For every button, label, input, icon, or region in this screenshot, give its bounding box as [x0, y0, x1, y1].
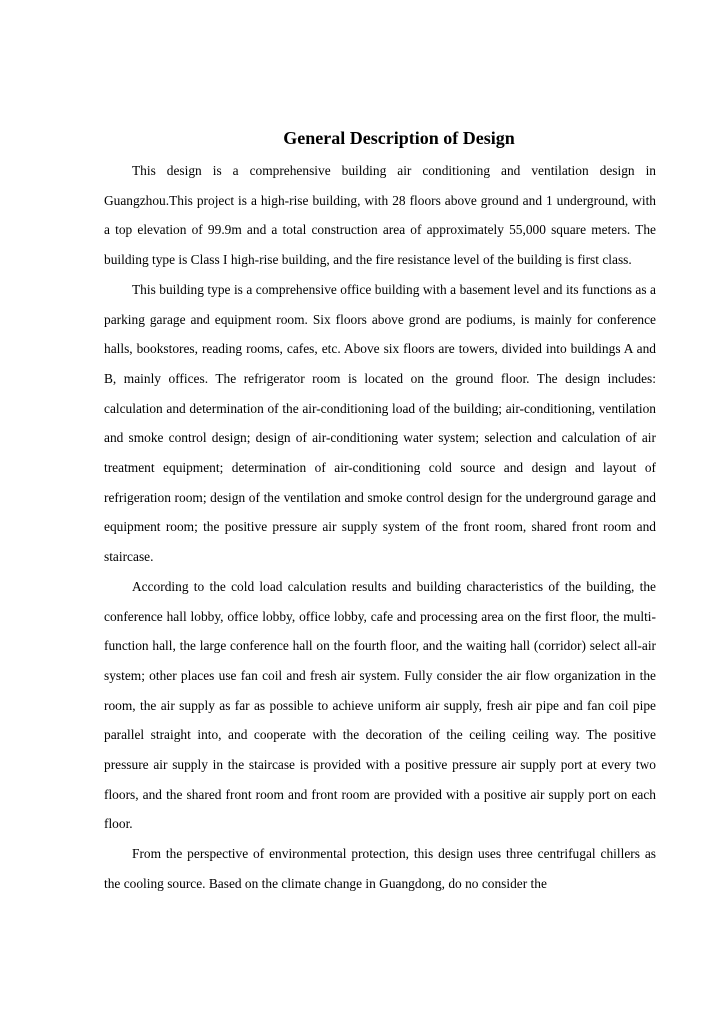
page-title: General Description of Design	[283, 128, 515, 149]
paragraph-2: This building type is a comprehensive office building with a basement level and its functions as a parking garage and equipment room. Six floors above grond are podiums, is mainly for conference halls, bookstores, reading rooms, cafes, etc. Above six floors are towers, divided into buildings A and B, mainly offices. The refrigerator room is located on the ground floor. The design includes: calculation and determination of the air-conditioning load of the building; air-conditioning, ventilation and smoke control design; design of air-conditioning water system; selection and calculation of air treatment equipment; determination of air-conditioning cold source and design and layout of refrigeration room; design of the ventilation and smoke control design for the underground garage and equipment room; the positive pressure air supply system of the front room, shared front room and staircase.	[104, 281, 656, 565]
paragraph-1: This design is a comprehensive building air conditioning and ventilation design in Guangzhou.This project is a high-rise building, with 28 floors above ground and 1 underground, with a top elevation of 99.9m and a total construction area of approximately 55,000 square meters. The building type is Class I high-rise building, and the fire resistance level of the building is first class.	[104, 163, 656, 268]
paragraph-3: According to the cold load calculation results and building characteristics of the building, the conference hall lobby, office lobby, office lobby, cafe and processing area on the first floor, the multi-function hall, the large conference hall on the fourth floor, and the waiting hall (corridor) select all-air system; other places use fan coil and fresh air system. Fully consider the air flow organization in the room, the air supply as far as possible to achieve uniform air supply, fresh air pipe and fan coil pipe parallel straight into, and cooperate with the decoration of the ceiling ceiling way. The positive pressure air supply in the staircase is provided with a positive pressure air supply port at every two floors, and the shared front room and front room are provided with a positive air supply port on each floor.	[104, 578, 656, 832]
paragraph-4: From the perspective of environmental protection, this design uses three centrifugal chillers as the cooling source. Based on the climate change in Guangdong, do no consider the	[104, 846, 656, 891]
document-body	[104, 156, 656, 899]
